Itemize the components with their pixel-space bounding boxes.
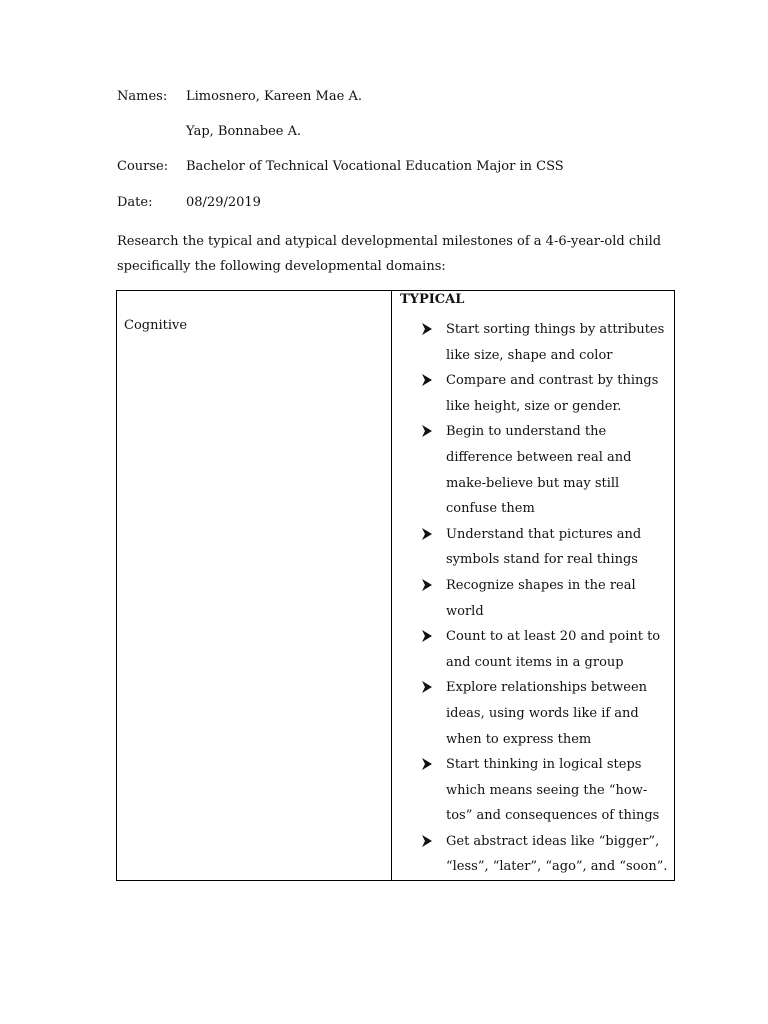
milestone-item — [421, 752, 671, 829]
arrowhead-bullet-icon — [421, 323, 433, 335]
typical-milestones-list — [421, 317, 671, 880]
milestone-item — [421, 522, 671, 573]
milestone-text: Get abstract ideas like “bigger”, “less”, “later”, “ago”, and “soon”. — [446, 833, 668, 875]
milestones-table — [116, 290, 675, 881]
arrowhead-bullet-icon — [421, 758, 433, 770]
arrowhead-bullet-icon — [421, 579, 433, 591]
course-row — [117, 159, 564, 175]
name-2: Yap, Bonnabee A. — [186, 124, 302, 139]
typical-heading: TYPICAL — [400, 292, 465, 307]
milestone-item — [421, 624, 671, 675]
date-row — [117, 195, 261, 211]
column-divider — [391, 291, 392, 880]
instructions-paragraph: Research the typical and atypical developmental milestones of a 4-6-year-old child specifically the following developmental domains: — [117, 234, 662, 274]
milestone-text: Understand that pictures and symbols stand for real things — [446, 526, 642, 568]
milestone-text: Count to at least 20 and point to and count items in a group — [446, 629, 661, 670]
milestone-item — [421, 573, 671, 624]
arrowhead-bullet-icon — [421, 681, 433, 693]
milestone-item — [421, 829, 671, 880]
date-value: 08/29/2019 — [186, 195, 261, 210]
names-row — [117, 89, 362, 105]
milestone-item — [421, 675, 671, 752]
arrowhead-bullet-icon — [421, 630, 433, 642]
date-label: Date: — [117, 195, 153, 210]
milestone-item — [421, 317, 671, 368]
arrowhead-bullet-icon — [421, 528, 433, 540]
milestone-text: Start thinking in logical steps which means seeing the “how-tos” and consequences of things — [446, 757, 660, 824]
course-value: Bachelor of Technical Vocational Education Major in CSS — [186, 159, 564, 174]
arrowhead-bullet-icon — [421, 835, 433, 847]
domain-cell: Cognitive — [124, 318, 188, 333]
course-label: Course: — [117, 159, 169, 174]
milestone-text: Recognize shapes in the real world — [446, 577, 636, 619]
milestone-item — [421, 419, 671, 521]
milestone-text: Start sorting things by attributes like size, shape and color — [446, 322, 665, 363]
milestone-text: Begin to understand the difference between real and make-believe but may still confuse them — [446, 424, 632, 517]
arrowhead-bullet-icon — [421, 425, 433, 437]
names-row-2 — [117, 124, 301, 140]
milestone-text: Compare and contrast by things like height, size or gender. — [446, 373, 659, 414]
names-label: Names: — [117, 89, 168, 104]
milestone-item — [421, 368, 671, 419]
milestone-text: Explore relationships between ideas, using words like if and when to express them — [446, 680, 648, 747]
name-1: Limosnero, Kareen Mae A. — [186, 89, 362, 104]
arrowhead-bullet-icon — [421, 374, 433, 386]
